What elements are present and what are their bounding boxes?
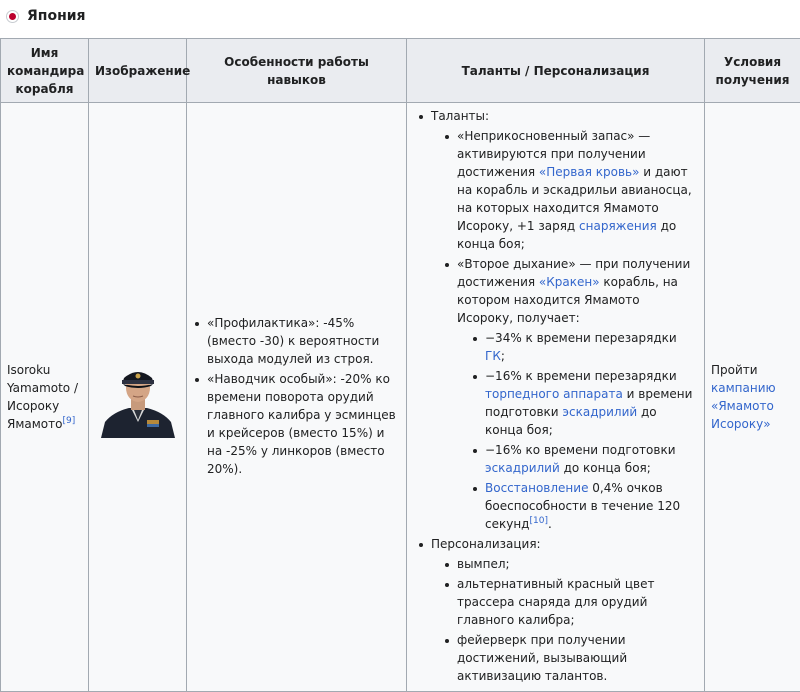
main-battery-link[interactable]: ГК bbox=[485, 349, 501, 363]
talent-text: и дают на корабль и эскадрильи авианосца, на которых находится Ямамото Исороку, +1 заряд bbox=[457, 165, 692, 233]
personalization-list bbox=[443, 555, 694, 685]
reference-link[interactable]: [10] bbox=[529, 516, 547, 526]
effect-item bbox=[471, 441, 694, 477]
talent-text: до конца боя; bbox=[457, 219, 676, 251]
effect-text: −16% к времени перезарядки bbox=[485, 369, 677, 383]
header-talents: Таланты / Персонализация bbox=[407, 39, 705, 103]
reference-link[interactable]: [9] bbox=[62, 416, 75, 426]
personalization-item: вымпел; bbox=[443, 555, 694, 573]
effect-text: . bbox=[548, 517, 552, 531]
talent-text: «Второе дыхание» — при получении достижения bbox=[457, 257, 690, 289]
talents-group bbox=[417, 107, 694, 533]
talent-item bbox=[443, 255, 694, 533]
table-header-row bbox=[1, 39, 800, 103]
skills-list bbox=[193, 314, 400, 478]
commander-name-cell bbox=[1, 103, 89, 692]
header-conditions: Условия получения bbox=[705, 39, 800, 103]
first-blood-link[interactable]: «Первая кровь» bbox=[539, 165, 640, 179]
effect-text: −16% ко времени подготовки bbox=[485, 443, 676, 457]
effect-text: ; bbox=[501, 349, 505, 363]
talent-text: корабль, на котором находится Ямамото Исороку, получает: bbox=[457, 275, 678, 325]
header-commander-name: Имя командира корабля bbox=[1, 39, 89, 103]
talents-list bbox=[443, 127, 694, 533]
kraken-link[interactable]: «Кракен» bbox=[539, 275, 600, 289]
squadrons-link[interactable]: эскадрилий bbox=[485, 461, 560, 475]
effect-item bbox=[471, 329, 694, 365]
restoration-link[interactable]: Восстановление bbox=[485, 481, 588, 495]
personalization-item: фейерверк при получении достижений, вызывающий активизацию талантов. bbox=[443, 631, 694, 685]
personalization-item: альтернативный красный цвет трассера снаряда для орудий главного калибра; bbox=[443, 575, 694, 629]
skills-cell bbox=[187, 103, 407, 692]
section-header bbox=[0, 0, 800, 32]
talent-text: «Неприкосновенный запас» — активируются при получении достижения bbox=[457, 129, 650, 179]
skill-item: «Наводчик особый»: -20% ко времени поворота орудий главного калибра у эсминцев и крейсеров (вместо 15%) и на -25% у линкоров (вместо 20%). bbox=[193, 370, 400, 478]
personalization-label: Персонализация: bbox=[431, 537, 541, 551]
commander-name: Isoroku Yamamoto / Исороку Ямамото bbox=[7, 363, 78, 431]
conditions-cell bbox=[705, 103, 800, 692]
japan-flag-icon bbox=[6, 10, 19, 23]
commander-portrait bbox=[95, 356, 181, 438]
skill-item: «Профилактика»: -45% (вместо -30) к вероятности выхода модулей из строя. bbox=[193, 314, 400, 368]
talents-root-list bbox=[417, 107, 694, 685]
campaign-link[interactable]: кампанию «Ямамото Исороку» bbox=[711, 381, 776, 431]
effect-text: −34% к времени перезарядки bbox=[485, 331, 677, 345]
consumables-link[interactable]: снаряжения bbox=[579, 219, 657, 233]
torpedo-tubes-link[interactable]: торпедного аппарата bbox=[485, 387, 623, 401]
table-row bbox=[1, 103, 800, 692]
commanders-table bbox=[0, 38, 800, 692]
talents-cell bbox=[407, 103, 705, 692]
personalization-group bbox=[417, 535, 694, 685]
effect-item bbox=[471, 479, 694, 533]
squadrons-link[interactable]: эскадрилий bbox=[562, 405, 637, 419]
effect-text: до конца боя; bbox=[485, 405, 657, 437]
section-title: Япония bbox=[27, 8, 86, 24]
talent-item bbox=[443, 127, 694, 253]
portrait-cell bbox=[89, 103, 187, 692]
header-skills: Особенности работы навыков bbox=[187, 39, 407, 103]
header-image: Изображение bbox=[89, 39, 187, 103]
talents-label: Таланты: bbox=[431, 109, 489, 123]
effect-item bbox=[471, 367, 694, 439]
effect-text: 0,4% очков боеспособности в течение 120 секунд bbox=[485, 481, 680, 531]
conditions-text: Пройти bbox=[711, 363, 758, 377]
effect-text: и времени подготовки bbox=[485, 387, 692, 419]
effect-text: до конца боя; bbox=[560, 461, 651, 475]
talent-effects-list bbox=[471, 329, 694, 533]
